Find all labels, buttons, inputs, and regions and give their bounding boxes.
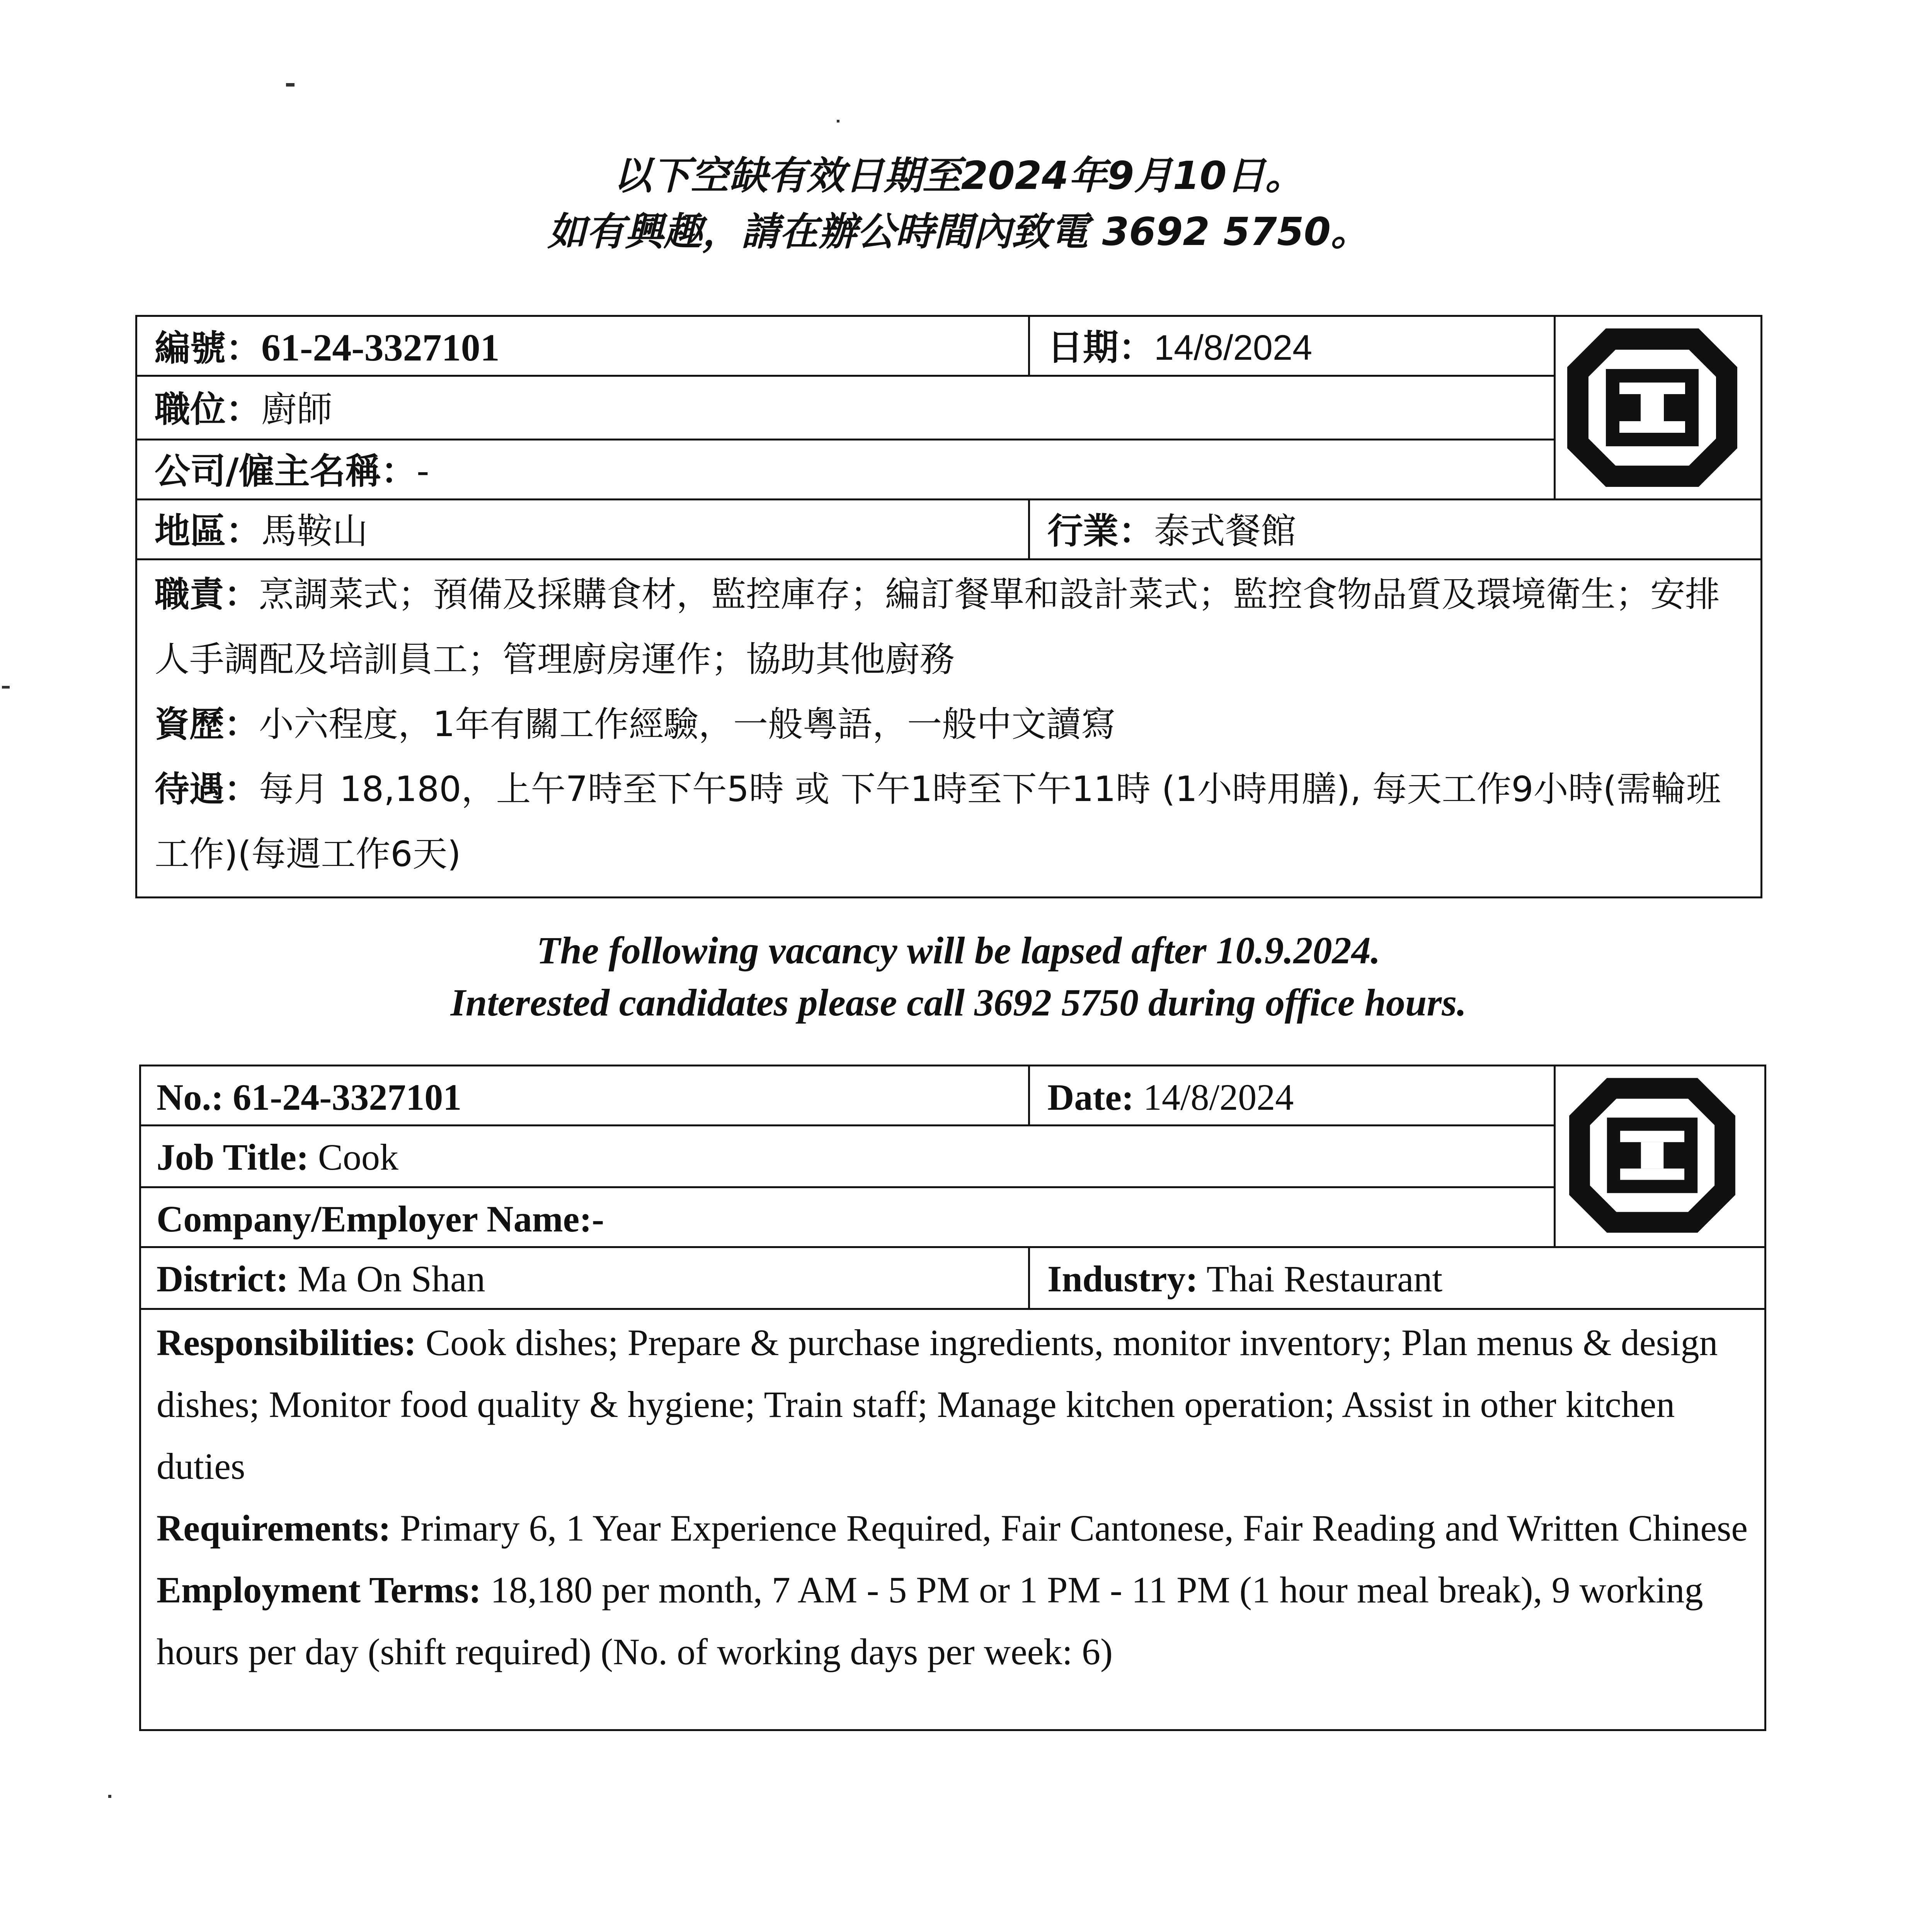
en-industry-value: Thai Restaurant [1206, 1258, 1443, 1299]
zh-industry-value: 泰式餐館 [1154, 510, 1297, 552]
en-number-label: No.: [157, 1077, 224, 1118]
zh-district-field [155, 508, 368, 554]
table-zh-divider [135, 558, 1762, 560]
table-en-divider [1028, 1246, 1030, 1308]
zh-duties [155, 562, 1743, 692]
zh-position-value: 廚師 [261, 389, 333, 430]
zh-district-value: 馬鞍山 [261, 510, 368, 552]
en-number-field [157, 1074, 461, 1121]
table-zh-divider [135, 439, 1554, 440]
table-zh-divider [1554, 315, 1556, 498]
zh-qualification-value: 小六程度，1年有關工作經驗，一般粵語，一般中文讀寫 [259, 704, 1116, 745]
scan-speck [2, 686, 10, 689]
notice-zh-contact: 如有興趣，請在辦公時間內致電 3692 5750。 [547, 209, 1370, 254]
en-job-title-value: Cook [318, 1136, 398, 1178]
scan-speck [837, 120, 839, 122]
table-en-divider [139, 1186, 1554, 1188]
zh-date-label: 日期： [1047, 327, 1154, 368]
zh-duties-value: 烹調菜式；預備及採購食材，監控庫存；編訂餐單和設計菜式；監控食物品質及環境衛生；安排人手調配及培訓員工；管理廚房運作；協助其他廚務 [155, 574, 1720, 680]
zh-number-label: 編號： [155, 328, 262, 369]
en-responsibilities-label: Responsibilities: [157, 1322, 417, 1363]
en-district-value: Ma On Shan [298, 1258, 485, 1299]
en-district-field [157, 1256, 485, 1302]
en-industry-label: Industry: [1047, 1258, 1198, 1299]
scan-speck [286, 83, 295, 87]
en-date-label: Date: [1047, 1077, 1134, 1118]
zh-position-field [155, 386, 332, 433]
table-zh-divider [135, 375, 1554, 377]
en-date-field [1047, 1074, 1294, 1121]
en-date-value: 14/8/2024 [1143, 1077, 1294, 1118]
table-zh-divider [1028, 315, 1030, 375]
notice-en-contact: Interested candidates please call 3692 5750 during office hours. [450, 981, 1467, 1024]
en-requirements-value: Primary 6, 1 Year Experience Required, Fair Cantonese, Fair Reading and Written Chinese [400, 1507, 1748, 1549]
en-responsibilities [157, 1312, 1749, 1497]
en-requirements-label: Requirements: [157, 1507, 391, 1549]
en-company-field [157, 1196, 604, 1242]
en-requirements [157, 1497, 1749, 1559]
zh-date-field [1047, 325, 1312, 371]
zh-number-value: 61-24-3327101 [261, 326, 500, 369]
en-terms-label: Employment Terms: [157, 1569, 481, 1611]
table-zh-divider [1028, 498, 1030, 558]
table-zh-divider [135, 498, 1762, 500]
zh-details-block [155, 562, 1743, 887]
zh-company-label: 公司/僱主名稱： [155, 451, 417, 492]
en-job-title-field [157, 1134, 398, 1180]
en-terms-value: 18,180 per month, 7 AM - 5 PM or 1 PM - 11 PM (1 hour meal break), 9 working hours per day (shift required) (No. of working days per week: 6) [157, 1569, 1703, 1672]
en-responsibilities-value: Cook dishes; Prepare & purchase ingredients, monitor inventory; Plan menus & design dishes; Monitor food quality & hygiene; Train staff; Manage kitchen operation; Assist in other kitchen duties [157, 1322, 1718, 1487]
zh-district-label: 地區： [155, 510, 262, 552]
en-district-label: District: [157, 1258, 289, 1299]
labour-department-logo-icon [1563, 325, 1741, 491]
zh-number-field [155, 325, 500, 372]
table-en-divider [1554, 1065, 1556, 1246]
zh-duties-label: 職責： [155, 574, 259, 615]
en-industry-field [1047, 1256, 1442, 1302]
scan-speck [108, 1795, 111, 1798]
en-job-title-label: Job Title: [157, 1136, 309, 1178]
zh-position-label: 職位： [155, 389, 262, 430]
zh-industry-field [1047, 508, 1296, 554]
zh-company-field [155, 448, 429, 495]
notice-en-validity: The following vacancy will be lapsed after 10.9.2024. [536, 929, 1381, 972]
zh-qualification [155, 692, 1743, 757]
zh-company-value: - [416, 451, 429, 492]
notice-zh-validity: 以下空缺有效日期至2024年9月10日。 [613, 153, 1304, 198]
en-number-value: 61-24-3327101 [233, 1077, 462, 1118]
zh-terms [155, 757, 1743, 887]
en-details-block [157, 1312, 1749, 1683]
en-terms [157, 1559, 1749, 1683]
en-company-value: - [592, 1198, 604, 1240]
zh-terms-label: 待遇： [155, 769, 259, 810]
zh-date-value: 14/8/2024 [1154, 328, 1313, 367]
labour-department-logo-icon [1563, 1074, 1741, 1236]
zh-industry-label: 行業： [1047, 510, 1154, 552]
table-en-divider [1028, 1065, 1030, 1124]
zh-qualification-label: 資歷： [155, 704, 259, 745]
en-company-label: Company/Employer Name: [157, 1198, 592, 1240]
zh-terms-value: 每月 18,180，上午7時至下午5時 或 下午1時至下午11時 (1小時用膳), 每天工作9小時(需輪班工作)(每週工作6天) [155, 769, 1721, 874]
table-en-divider [139, 1246, 1766, 1248]
table-en-divider [139, 1124, 1554, 1126]
table-en-divider [139, 1308, 1766, 1310]
